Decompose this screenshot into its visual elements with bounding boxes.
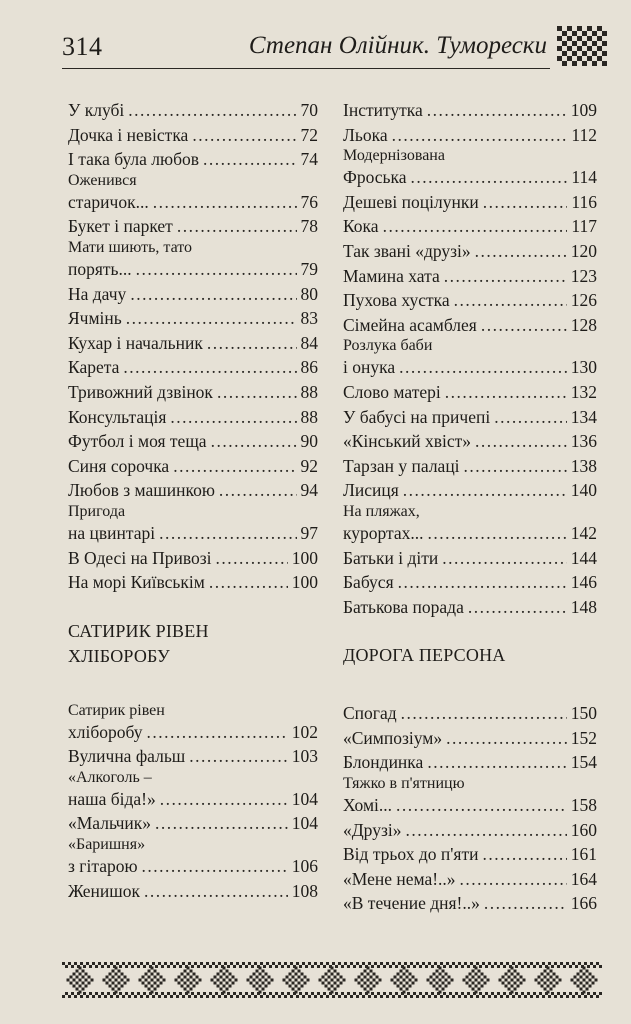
- toc-entry-title: на цвинтарі: [68, 522, 156, 543]
- toc-entry: [68, 744, 318, 769]
- toc-entry-page: 74: [300, 149, 318, 170]
- toc-entry-page: 108: [291, 880, 318, 901]
- section-spacer: [343, 619, 597, 643]
- toc-entry-title: Пухова хустка: [343, 290, 450, 311]
- toc-entry-title: Батькова порада: [343, 596, 464, 617]
- toc-entry-title: наша біда!»: [68, 788, 156, 809]
- toc-entry-page: 150: [570, 703, 597, 724]
- dot-leader: [211, 429, 297, 454]
- toc-entry-title: Інститутка: [343, 100, 423, 120]
- toc-entry-title: Кока: [343, 216, 379, 237]
- toc-entry: [343, 98, 597, 123]
- dot-leader: [446, 726, 567, 751]
- toc-entry: [68, 720, 318, 745]
- dot-leader: [147, 720, 288, 745]
- toc-entry: [343, 750, 597, 775]
- toc-entry-page: 123: [570, 265, 597, 286]
- toc-entry-title-line: Тяжко в п'ятницю: [343, 775, 465, 793]
- toc-entry-page: 86: [300, 357, 318, 378]
- toc-entry: [343, 546, 597, 571]
- toc-entry-title: У клубі: [68, 100, 125, 120]
- toc-entry-title: курортах...: [343, 522, 424, 543]
- toc-entry-page: 76: [300, 191, 318, 212]
- dot-leader: [160, 787, 288, 812]
- toc-entry-page: 97: [300, 522, 318, 543]
- dot-leader: [126, 306, 297, 331]
- toc-entry: [343, 595, 597, 620]
- dot-leader: [405, 818, 566, 843]
- dot-leader: [399, 355, 567, 380]
- toc-entry-page: 104: [291, 813, 318, 834]
- toc-entry: [68, 98, 318, 123]
- toc-entry: [343, 405, 597, 430]
- toc-entry-page: 136: [570, 431, 597, 452]
- toc-entry-page: 146: [570, 572, 597, 593]
- toc-entry: [343, 521, 597, 546]
- toc-entry: [68, 214, 318, 239]
- toc-entry-title: з гітарою: [68, 856, 138, 877]
- toc-entry: [343, 264, 597, 289]
- section-heading-line: ДОРОГА ПЕРСОНА: [343, 645, 506, 666]
- toc-entry: [343, 818, 597, 843]
- toc-entry: [68, 355, 318, 380]
- toc-entry-page: 158: [570, 795, 597, 816]
- toc-entry-page: 132: [570, 381, 597, 402]
- toc-entry: [343, 288, 597, 313]
- dot-leader: [192, 123, 296, 148]
- toc-entry-page: 94: [300, 480, 318, 501]
- toc-entry-title: Кухар і начальник: [68, 332, 203, 353]
- toc-entry-page: 103: [291, 746, 318, 767]
- section-spacer: [343, 668, 597, 701]
- toc-entry-page: 104: [291, 788, 318, 809]
- dot-leader: [427, 98, 567, 123]
- toc-entry: [68, 147, 318, 172]
- toc-entry-page: 114: [571, 167, 597, 188]
- dot-leader: [464, 454, 567, 479]
- toc-entry: [343, 355, 597, 380]
- embroidery-border-icon: [62, 962, 602, 998]
- toc-entry-title-line: «Алкоголь –: [68, 768, 152, 786]
- dot-leader: [159, 521, 296, 546]
- toc-entry: [68, 787, 318, 812]
- toc-entry-page: 116: [571, 191, 597, 212]
- toc-entry-page: 154: [570, 752, 597, 773]
- toc-entry: [343, 701, 597, 726]
- dot-leader: [123, 355, 296, 380]
- toc-entry-title: хліборобу: [68, 721, 143, 742]
- dot-leader: [442, 546, 566, 571]
- toc-entry-title: Тарзан у палаці: [343, 455, 460, 476]
- woven-pattern-icon: [557, 26, 607, 66]
- toc-entry-list: [68, 702, 318, 904]
- toc-entry: [68, 257, 318, 282]
- toc-entry-title: і онука: [343, 357, 396, 378]
- toc-entry-title: «Мальчик»: [68, 813, 152, 834]
- toc-entry-page: 100: [291, 547, 318, 568]
- toc-entry: [68, 854, 318, 879]
- toc-entry-title-line: Мати шиють, тато: [68, 238, 193, 256]
- toc-entry-title: Сімейна асамблея: [343, 314, 477, 335]
- toc-entry-title: «Симпозіум»: [343, 727, 443, 748]
- toc-entry-page: 79: [300, 258, 318, 279]
- toc-entry-title: Футбол і моя теща: [68, 431, 207, 452]
- toc-entry-title: Мамина хата: [343, 265, 440, 286]
- toc-entry: [68, 478, 318, 503]
- toc-entry: [343, 239, 597, 264]
- toc-entry-title: Карета: [68, 357, 120, 378]
- dot-leader: [411, 165, 568, 190]
- toc-entry: [68, 282, 318, 307]
- toc-left-column: [68, 98, 318, 903]
- toc-entry: [68, 380, 318, 405]
- toc-entry-page: 88: [300, 381, 318, 402]
- dot-leader: [445, 380, 567, 405]
- dot-leader: [128, 98, 296, 123]
- toc-entry-title: Батьки і діти: [343, 547, 439, 568]
- dot-leader: [203, 147, 296, 172]
- dot-leader: [142, 854, 288, 879]
- toc-entry-title: Дочка і невістка: [68, 124, 189, 145]
- toc-entry-title: В Одесі на Привозі: [68, 547, 212, 568]
- toc-entry: [68, 331, 318, 356]
- dot-leader: [483, 190, 568, 215]
- section-spacer: [68, 595, 318, 619]
- toc-entry-list: [68, 98, 318, 595]
- dot-leader: [484, 891, 567, 916]
- toc-entry: [68, 405, 318, 430]
- toc-entry-page: 166: [570, 893, 597, 914]
- toc-entry-title-line: «Баришня»: [68, 836, 146, 854]
- dot-leader: [153, 190, 297, 215]
- toc-entry: [68, 190, 318, 215]
- dot-leader: [468, 595, 567, 620]
- dot-leader: [216, 546, 288, 571]
- toc-entry: [343, 165, 597, 190]
- toc-entry: [68, 570, 318, 595]
- toc-entry-title: Спогад: [343, 703, 397, 724]
- dot-leader: [482, 842, 566, 867]
- toc-entry-page: 142: [570, 522, 597, 543]
- toc-right-column: [343, 98, 597, 916]
- toc-entry: [343, 842, 597, 867]
- toc-entry-page: 130: [570, 357, 597, 378]
- toc-entry-list: [343, 98, 597, 619]
- dot-leader: [454, 288, 567, 313]
- toc-entry-title: старичок...: [68, 191, 149, 212]
- toc-entry-page: 92: [300, 455, 318, 476]
- toc-entry-page: 148: [570, 596, 597, 617]
- dot-leader: [460, 867, 567, 892]
- toc-entry-page: 102: [291, 721, 318, 742]
- toc-entry-title: Синя сорочка: [68, 455, 170, 476]
- dot-leader: [173, 454, 296, 479]
- toc-entry-page: 161: [570, 844, 597, 865]
- dot-leader: [130, 282, 296, 307]
- toc-entry-title: У бабусі на причепі: [343, 406, 491, 427]
- toc-entry-page: 164: [570, 868, 597, 889]
- dot-leader: [396, 793, 567, 818]
- toc-entry-page: 134: [570, 406, 597, 427]
- dot-leader: [207, 331, 297, 356]
- toc-entry-page: 100: [291, 572, 318, 593]
- toc-entry-title: Ячмінь: [68, 308, 122, 329]
- toc-entry-page: 126: [570, 290, 597, 311]
- toc-entry-title: Льока: [343, 124, 388, 145]
- dot-leader: [189, 744, 287, 769]
- dot-leader: [219, 478, 297, 503]
- dot-leader: [170, 405, 296, 430]
- toc-entry-title: На дачу: [68, 283, 127, 304]
- toc-entry-list: [343, 701, 597, 916]
- toc-entry: [343, 867, 597, 892]
- toc-entry: [343, 478, 597, 503]
- toc-entry: [343, 313, 597, 338]
- toc-entry: [343, 726, 597, 751]
- dot-leader: [403, 478, 567, 503]
- toc-entry-title: порять...: [68, 258, 132, 279]
- toc-entry: [68, 306, 318, 331]
- toc-entry-title-line: На пляжах,: [343, 502, 420, 520]
- dot-leader: [475, 239, 567, 264]
- dot-leader: [494, 405, 567, 430]
- toc-entry-title: Лисиця: [343, 480, 399, 501]
- dot-leader: [209, 570, 288, 595]
- dot-leader: [428, 521, 567, 546]
- toc-entry-title-line: Розлука баби: [343, 337, 433, 355]
- toc-entry-page: 70: [300, 100, 318, 120]
- toc-entry: [68, 879, 318, 904]
- toc-entry: [343, 123, 597, 148]
- toc-entry-title: Слово матері: [343, 381, 441, 402]
- toc-entry-title-line: Модернізована: [343, 147, 445, 165]
- toc-entry: [68, 546, 318, 571]
- dot-leader: [444, 264, 567, 289]
- toc-entry-title: Тривожний дзвінок: [68, 381, 213, 402]
- toc-entry: [343, 891, 597, 916]
- toc-entry-title: Хомі...: [343, 795, 393, 816]
- toc-entry-title: «Мене нема!..»: [343, 868, 456, 889]
- toc-entry-page: 90: [300, 431, 318, 452]
- toc-entry-title: Вулична фальш: [68, 746, 186, 767]
- page-header: [62, 24, 607, 70]
- toc-entry-page: 128: [570, 314, 597, 335]
- header-rule: [62, 68, 550, 69]
- toc-entry-page: 144: [570, 547, 597, 568]
- section-spacer: [68, 669, 318, 702]
- toc-entry-title: Любов з машинкою: [68, 480, 215, 501]
- dot-leader: [144, 879, 288, 904]
- section-heading-line: САТИРИК РІВЕН: [68, 620, 209, 641]
- section-heading: [68, 619, 318, 669]
- toc-entry: [343, 454, 597, 479]
- dot-leader: [155, 811, 288, 836]
- toc-entry-title: І така була любов: [68, 149, 200, 170]
- toc-entry-title: Так звані «друзі»: [343, 240, 471, 261]
- toc-entry-title: «Кінський хвіст»: [343, 431, 472, 452]
- dot-leader: [481, 313, 567, 338]
- toc-entry: [343, 793, 597, 818]
- toc-entry-page: 152: [570, 727, 597, 748]
- toc-entry-page: 80: [300, 283, 318, 304]
- dot-leader: [427, 750, 566, 775]
- toc-entry-title-line: Сатирик рівен: [68, 701, 165, 719]
- toc-entry-page: 84: [300, 332, 318, 353]
- toc-entry: [68, 454, 318, 479]
- dot-leader: [392, 123, 568, 148]
- toc-entry-page: 106: [291, 856, 318, 877]
- dot-leader: [398, 570, 567, 595]
- dot-leader: [217, 380, 297, 405]
- page-number: 314: [62, 32, 103, 61]
- toc-entry-title: Бабуся: [343, 572, 394, 593]
- toc-entry: [68, 811, 318, 836]
- toc-entry-title-line: Оженився: [68, 171, 137, 189]
- toc-entry-page: 160: [570, 819, 597, 840]
- toc-entry: [343, 380, 597, 405]
- toc-entry: [343, 190, 597, 215]
- dot-leader: [383, 214, 568, 239]
- toc-entry-title: Фроська: [343, 167, 407, 188]
- toc-entry-title: Консультація: [68, 406, 167, 427]
- toc-entry-title-line: Пригода: [68, 502, 126, 520]
- toc-entry-title: Блондинка: [343, 752, 424, 773]
- toc-entry-title: Букет і паркет: [68, 216, 173, 237]
- section-heading-line: ХЛІБОРОБУ: [68, 645, 170, 666]
- dot-leader: [136, 257, 297, 282]
- toc-entry-page: 112: [571, 124, 597, 145]
- toc-entry-page: 117: [571, 216, 597, 237]
- toc-entry-page: 88: [300, 406, 318, 427]
- dot-leader: [177, 214, 297, 239]
- toc-entry-page: 140: [570, 480, 597, 501]
- toc-entry-page: 109: [570, 100, 597, 120]
- toc-entry-page: 72: [300, 124, 318, 145]
- toc-entry-title: «В течение дня!..»: [343, 893, 480, 914]
- dot-leader: [401, 701, 567, 726]
- toc-entry-title: Від трьох до п'яти: [343, 844, 479, 865]
- toc-entry-title: Дешеві поцілунки: [343, 191, 479, 212]
- toc-entry: [68, 521, 318, 546]
- toc-entry-page: 78: [300, 216, 318, 237]
- toc-entry: [68, 123, 318, 148]
- toc-entry: [343, 214, 597, 239]
- toc-entry: [343, 570, 597, 595]
- dot-leader: [475, 429, 567, 454]
- toc-entry-title: Женишок: [68, 880, 141, 901]
- toc-entry-title: «Друзі»: [343, 819, 402, 840]
- toc-entry-page: 138: [570, 455, 597, 476]
- toc-entry: [68, 429, 318, 454]
- toc-entry: [343, 429, 597, 454]
- toc-entry-title: На морі Київськім: [68, 572, 205, 593]
- toc-entry-page: 83: [300, 308, 318, 329]
- toc-entry-page: 120: [570, 240, 597, 261]
- running-title: Степан Олійник. Туморески: [248, 32, 547, 59]
- section-heading: [343, 643, 597, 668]
